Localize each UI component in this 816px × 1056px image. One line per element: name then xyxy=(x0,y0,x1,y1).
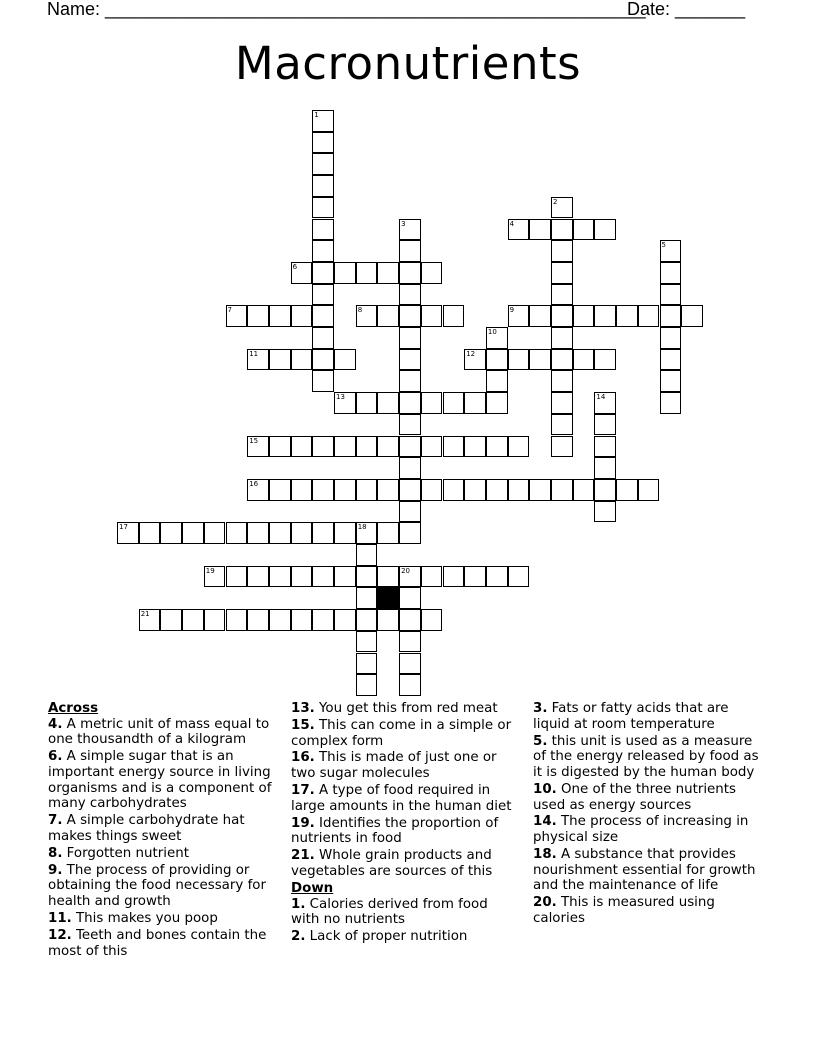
clue-text: Forgotten nutrient xyxy=(62,845,189,861)
grid-cell[interactable] xyxy=(291,262,313,284)
grid-cell[interactable] xyxy=(551,479,573,501)
clue-number: 16. xyxy=(291,750,315,766)
cell-number: 16 xyxy=(249,479,259,488)
clue-item xyxy=(291,848,519,879)
clue-text: This can come in a simple or complex form xyxy=(291,717,512,749)
grid-cell[interactable] xyxy=(399,240,421,262)
grid-cell[interactable] xyxy=(508,305,530,327)
clue-item xyxy=(291,718,519,749)
grid-cell[interactable] xyxy=(312,436,334,458)
grid-cell[interactable] xyxy=(638,305,660,327)
cell-number: 14 xyxy=(596,393,606,402)
grid-cell[interactable] xyxy=(551,370,573,392)
grid-cell[interactable] xyxy=(399,392,421,414)
clue-item xyxy=(291,897,519,928)
grid-cell[interactable] xyxy=(681,305,703,327)
page-title: Macronutrients xyxy=(234,37,582,90)
grid-cell[interactable] xyxy=(356,436,378,458)
clue-text: Teeth and bones contain the most of this xyxy=(48,927,267,959)
grid-cell[interactable] xyxy=(508,349,530,371)
grid-cell[interactable] xyxy=(616,305,638,327)
cell-number: 10 xyxy=(487,328,497,336)
grid-cell[interactable] xyxy=(551,349,573,371)
grid-cell[interactable] xyxy=(269,479,291,501)
grid-cell[interactable] xyxy=(594,349,616,371)
grid-cell[interactable] xyxy=(551,392,573,414)
grid-cell[interactable] xyxy=(334,436,356,458)
grid-cell[interactable] xyxy=(573,349,595,371)
grid-cell[interactable] xyxy=(399,305,421,327)
grid-cell[interactable] xyxy=(529,349,551,371)
grid-cell[interactable] xyxy=(377,305,399,327)
grid-cell[interactable] xyxy=(594,501,616,523)
clue-item xyxy=(291,929,519,945)
grid-cell[interactable] xyxy=(529,305,551,327)
grid-cell[interactable] xyxy=(399,587,421,609)
clue-item xyxy=(533,814,765,845)
clue-column-1 xyxy=(48,701,276,961)
grid-cell[interactable] xyxy=(312,479,334,501)
clue-number: 21. xyxy=(291,848,315,864)
clue-text: This is measured using calories xyxy=(533,895,715,927)
grid-cell[interactable] xyxy=(443,392,465,414)
grid-cell[interactable] xyxy=(377,262,399,284)
clue-number: 19. xyxy=(291,815,315,831)
cell-number: 3 xyxy=(401,219,406,228)
grid-cell[interactable] xyxy=(226,305,248,327)
clue-column-3 xyxy=(533,701,765,928)
grid-cell[interactable] xyxy=(247,609,269,631)
clue-number: 13. xyxy=(291,701,315,716)
grid-cell[interactable] xyxy=(247,349,269,371)
grid-cell[interactable] xyxy=(312,566,334,588)
grid-cell[interactable] xyxy=(117,522,139,544)
grid-cell[interactable] xyxy=(356,566,378,588)
clue-number: 12. xyxy=(48,927,72,943)
grid-cell[interactable] xyxy=(269,609,291,631)
cell-number: 4 xyxy=(509,219,515,228)
grid-cell[interactable] xyxy=(312,609,334,631)
grid-cell[interactable] xyxy=(312,219,334,241)
grid-cell[interactable] xyxy=(399,284,421,306)
clue-number: 15. xyxy=(291,717,315,733)
grid-cell[interactable] xyxy=(551,305,573,327)
cell-number: 15 xyxy=(249,436,259,445)
grid-cell[interactable] xyxy=(247,479,269,501)
clue-text: The process of increasing in physical size xyxy=(533,814,749,846)
grid-cell[interactable] xyxy=(377,566,399,588)
grid-cell[interactable] xyxy=(508,219,530,241)
grid-cell[interactable] xyxy=(616,479,638,501)
grid-cell[interactable] xyxy=(551,197,573,219)
clue-item xyxy=(533,734,765,781)
grid-cell[interactable] xyxy=(421,305,443,327)
clue-text: A simple sugar that is an important energy source in living organisms and is a component of many carbohydrates xyxy=(48,749,272,812)
grid-cell[interactable] xyxy=(291,436,313,458)
grid-cell[interactable] xyxy=(291,305,313,327)
grid-cell[interactable] xyxy=(312,175,334,197)
grid-cell[interactable] xyxy=(464,392,486,414)
clue-number: 7. xyxy=(48,813,63,829)
clue-text: Identifies the proportion of nutrients in food xyxy=(291,815,499,847)
grid-cell[interactable] xyxy=(312,110,334,132)
clue-item xyxy=(48,846,276,862)
cell-number: 2 xyxy=(553,197,558,206)
grid-cell[interactable] xyxy=(377,479,399,501)
clue-number: 6. xyxy=(48,749,63,765)
grid-cell[interactable] xyxy=(356,262,378,284)
clue-text: A metric unit of mass equal to one thousandth of a kilogram xyxy=(48,716,270,748)
grid-cell[interactable] xyxy=(660,327,682,349)
cell-number: 6 xyxy=(292,262,298,271)
clue-item xyxy=(48,749,276,812)
clue-number: 5. xyxy=(533,733,548,749)
grid-cell[interactable] xyxy=(269,349,291,371)
grid-cell[interactable] xyxy=(573,305,595,327)
grid-cell[interactable] xyxy=(247,522,269,544)
grid-cell[interactable] xyxy=(508,436,530,458)
clue-text: Fats or fatty acids that are liquid at room temperature xyxy=(533,701,729,732)
grid-cell[interactable] xyxy=(486,327,508,349)
clue-number: 8. xyxy=(48,845,63,861)
cell-number: 21 xyxy=(140,610,150,619)
grid-cell[interactable] xyxy=(356,305,378,327)
grid-cell[interactable] xyxy=(464,479,486,501)
clue-number: 2. xyxy=(291,929,306,945)
grid-cell[interactable] xyxy=(486,479,508,501)
grid-cell[interactable] xyxy=(312,153,334,175)
grid-cell[interactable] xyxy=(312,284,334,306)
grid-cell[interactable] xyxy=(312,349,334,371)
clue-text: A type of food required in large amounts in the human diet xyxy=(291,783,512,814)
grid-cell[interactable] xyxy=(334,522,356,544)
grid-cell[interactable] xyxy=(443,479,465,501)
clue-item xyxy=(533,701,765,732)
grid-cell[interactable] xyxy=(312,370,334,392)
grid-cell[interactable] xyxy=(399,219,421,241)
grid-cell[interactable] xyxy=(160,522,182,544)
grid-cell[interactable] xyxy=(247,305,269,327)
grid-cell[interactable] xyxy=(486,436,508,458)
grid-cell[interactable] xyxy=(312,305,334,327)
clue-item xyxy=(533,895,765,926)
grid-cell[interactable] xyxy=(312,197,334,219)
cell-number: 9 xyxy=(509,306,515,315)
clue-heading-across: Across xyxy=(48,701,99,716)
clue-text: One of the three nutrients used as energy sources xyxy=(533,781,736,813)
grid-cell[interactable] xyxy=(139,522,161,544)
grid-cell[interactable] xyxy=(594,219,616,241)
grid-cell[interactable] xyxy=(660,284,682,306)
grid-cell[interactable] xyxy=(291,479,313,501)
grid-cell[interactable] xyxy=(334,566,356,588)
clue-item xyxy=(291,816,519,847)
grid-cell[interactable] xyxy=(486,349,508,371)
grid-cell[interactable] xyxy=(399,436,421,458)
cell-number: 18 xyxy=(357,523,367,532)
clue-text: Calories derived from food with no nutrients xyxy=(291,896,488,928)
grid-cell[interactable] xyxy=(399,262,421,284)
clue-item xyxy=(48,863,276,910)
cell-number: 12 xyxy=(466,349,476,358)
cell-number: 7 xyxy=(227,306,232,315)
grid-cell[interactable] xyxy=(443,566,465,588)
grid-cell[interactable] xyxy=(573,479,595,501)
grid-cell[interactable] xyxy=(356,392,378,414)
clue-text: A simple carbohydrate hat makes things sweet xyxy=(48,813,245,844)
grid-cell[interactable] xyxy=(399,414,421,436)
clue-item xyxy=(291,750,519,781)
grid-cell[interactable] xyxy=(594,305,616,327)
grid-cell[interactable] xyxy=(551,436,573,458)
clue-item xyxy=(291,783,519,814)
cell-number: 17 xyxy=(119,523,128,532)
grid-cell[interactable] xyxy=(312,262,334,284)
grid-cell[interactable] xyxy=(377,392,399,414)
clue-number: 1. xyxy=(291,896,306,912)
grid-cell[interactable] xyxy=(399,349,421,371)
grid-cell[interactable] xyxy=(291,349,313,371)
grid-cell[interactable] xyxy=(377,522,399,544)
grid-cell[interactable] xyxy=(399,566,421,588)
grid-cell[interactable] xyxy=(399,327,421,349)
grid-cell[interactable] xyxy=(421,392,443,414)
clue-number: 20. xyxy=(533,895,557,911)
cell-number: 8 xyxy=(357,306,363,315)
grid-cell[interactable] xyxy=(443,436,465,458)
clue-heading-down: Down xyxy=(291,880,334,896)
grid-cell[interactable] xyxy=(660,370,682,392)
grid-cell[interactable] xyxy=(551,240,573,262)
grid-cell[interactable] xyxy=(464,566,486,588)
grid-cell[interactable] xyxy=(399,631,421,653)
name-field[interactable]: Name: ______________________________________________________ xyxy=(47,0,646,19)
clue-number: 17. xyxy=(291,783,315,799)
grid-cell[interactable] xyxy=(443,305,465,327)
cell-number: 1 xyxy=(314,111,319,119)
grid-cell[interactable] xyxy=(312,522,334,544)
grid-cell[interactable] xyxy=(139,609,161,631)
grid-cell[interactable] xyxy=(312,327,334,349)
grid-cell[interactable] xyxy=(291,609,313,631)
clue-item xyxy=(533,782,765,813)
grid-cell[interactable] xyxy=(594,436,616,458)
grid-cell[interactable] xyxy=(334,262,356,284)
clue-text: this unit is used as a measure of the energy released by food as it is digested by the human body xyxy=(533,733,759,780)
grid-cell[interactable] xyxy=(356,522,378,544)
grid-cell[interactable] xyxy=(356,544,378,566)
grid-cell[interactable] xyxy=(399,653,421,675)
grid-cell[interactable] xyxy=(334,609,356,631)
grid-cell[interactable] xyxy=(529,219,551,241)
clue-number: 14. xyxy=(533,814,557,830)
grid-cell[interactable] xyxy=(594,392,616,414)
grid-cell[interactable] xyxy=(660,392,682,414)
grid-cell[interactable] xyxy=(421,262,443,284)
grid-cell[interactable] xyxy=(551,327,573,349)
grid-cell[interactable] xyxy=(660,240,682,262)
clue-item xyxy=(48,813,276,844)
clue-number: 4. xyxy=(48,716,63,732)
grid-cell[interactable] xyxy=(421,479,443,501)
grid-cell[interactable] xyxy=(377,436,399,458)
grid-cell[interactable] xyxy=(660,305,682,327)
grid-cell[interactable] xyxy=(160,609,182,631)
grid-cell[interactable] xyxy=(334,479,356,501)
grid-cell[interactable] xyxy=(204,566,226,588)
grid-cell[interactable] xyxy=(226,609,248,631)
date-field[interactable]: Date: _______ xyxy=(627,0,746,19)
grid-cell[interactable] xyxy=(594,479,616,501)
clue-number: 18. xyxy=(533,847,557,863)
clue-item xyxy=(48,911,276,927)
clue-text: A substance that provides nourishment essential for growth and the maintenance of life xyxy=(533,847,756,894)
grid-cell[interactable] xyxy=(421,566,443,588)
grid-cell[interactable] xyxy=(464,436,486,458)
clue-text: The process of providing or obtaining the food necessary for health and growth xyxy=(48,862,266,910)
grid-cell[interactable] xyxy=(594,414,616,436)
clue-text: This is made of just one or two sugar molecules xyxy=(291,750,497,782)
grid-cell[interactable] xyxy=(269,305,291,327)
grid-cell[interactable] xyxy=(356,653,378,675)
grid-cell[interactable] xyxy=(551,284,573,306)
clue-item xyxy=(48,928,276,959)
grid-cell[interactable] xyxy=(377,609,399,631)
clue-text: Whole grain products and vegetables are sources of this xyxy=(291,848,493,879)
grid-cell[interactable] xyxy=(312,132,334,154)
grid-cell[interactable] xyxy=(399,522,421,544)
grid-cell[interactable] xyxy=(399,674,421,696)
grid-cell[interactable] xyxy=(508,479,530,501)
clue-text: This makes you poop xyxy=(71,911,218,927)
grid-cell[interactable] xyxy=(399,370,421,392)
grid-cell[interactable] xyxy=(660,262,682,284)
grid-cell[interactable] xyxy=(399,479,421,501)
clue-number: 3. xyxy=(533,701,548,716)
grid-cell[interactable] xyxy=(356,479,378,501)
grid-cell[interactable] xyxy=(269,436,291,458)
grid-cell[interactable] xyxy=(573,219,595,241)
grid-cell[interactable] xyxy=(356,674,378,696)
clue-item xyxy=(48,717,276,748)
grid-cell[interactable] xyxy=(356,609,378,631)
grid-cell[interactable] xyxy=(291,566,313,588)
clue-text: Lack of proper nutrition xyxy=(305,929,468,945)
grid-cell[interactable] xyxy=(551,262,573,284)
clue-number: 9. xyxy=(48,862,63,878)
grid-cell[interactable] xyxy=(486,392,508,414)
grid-cell[interactable] xyxy=(226,566,248,588)
grid-cell[interactable] xyxy=(399,501,421,523)
grid-cell[interactable] xyxy=(399,609,421,631)
grid-cell[interactable] xyxy=(291,522,313,544)
cell-number: 11 xyxy=(249,349,259,358)
grid-cell[interactable] xyxy=(247,566,269,588)
clue-number: 11. xyxy=(48,911,72,927)
blocked-cell xyxy=(377,587,399,609)
grid-cell[interactable] xyxy=(312,240,334,262)
grid-cell[interactable] xyxy=(334,349,356,371)
grid-cell[interactable] xyxy=(334,392,356,414)
grid-cell[interactable] xyxy=(421,436,443,458)
clue-item xyxy=(533,847,765,894)
grid-cell[interactable] xyxy=(486,566,508,588)
cell-number: 5 xyxy=(661,241,666,250)
cell-number: 19 xyxy=(205,566,215,575)
cell-number: 20 xyxy=(401,566,411,575)
grid-cell[interactable] xyxy=(356,587,378,609)
grid-cell[interactable] xyxy=(182,522,204,544)
grid-cell[interactable] xyxy=(508,566,530,588)
grid-cell[interactable] xyxy=(529,479,551,501)
grid-cell[interactable] xyxy=(551,219,573,241)
grid-cell[interactable] xyxy=(204,609,226,631)
cell-number: 13 xyxy=(336,393,345,402)
grid-cell[interactable] xyxy=(399,457,421,479)
clue-number: 10. xyxy=(533,781,557,797)
grid-cell[interactable] xyxy=(269,566,291,588)
grid-cell[interactable] xyxy=(594,457,616,479)
grid-cell[interactable] xyxy=(660,349,682,371)
clue-column-2 xyxy=(291,701,519,946)
clue-text: You get this from red meat xyxy=(314,701,498,716)
grid-cell[interactable] xyxy=(204,522,226,544)
clue-item xyxy=(291,701,519,717)
grid-cell[interactable] xyxy=(464,349,486,371)
grid-cell[interactable] xyxy=(182,609,204,631)
grid-cell[interactable] xyxy=(269,522,291,544)
grid-cell[interactable] xyxy=(247,436,269,458)
grid-cell[interactable] xyxy=(486,370,508,392)
grid-cell[interactable] xyxy=(226,522,248,544)
grid-cell[interactable] xyxy=(356,631,378,653)
grid-cell[interactable] xyxy=(421,609,443,631)
grid-cell[interactable] xyxy=(638,479,660,501)
grid-cell[interactable] xyxy=(551,414,573,436)
